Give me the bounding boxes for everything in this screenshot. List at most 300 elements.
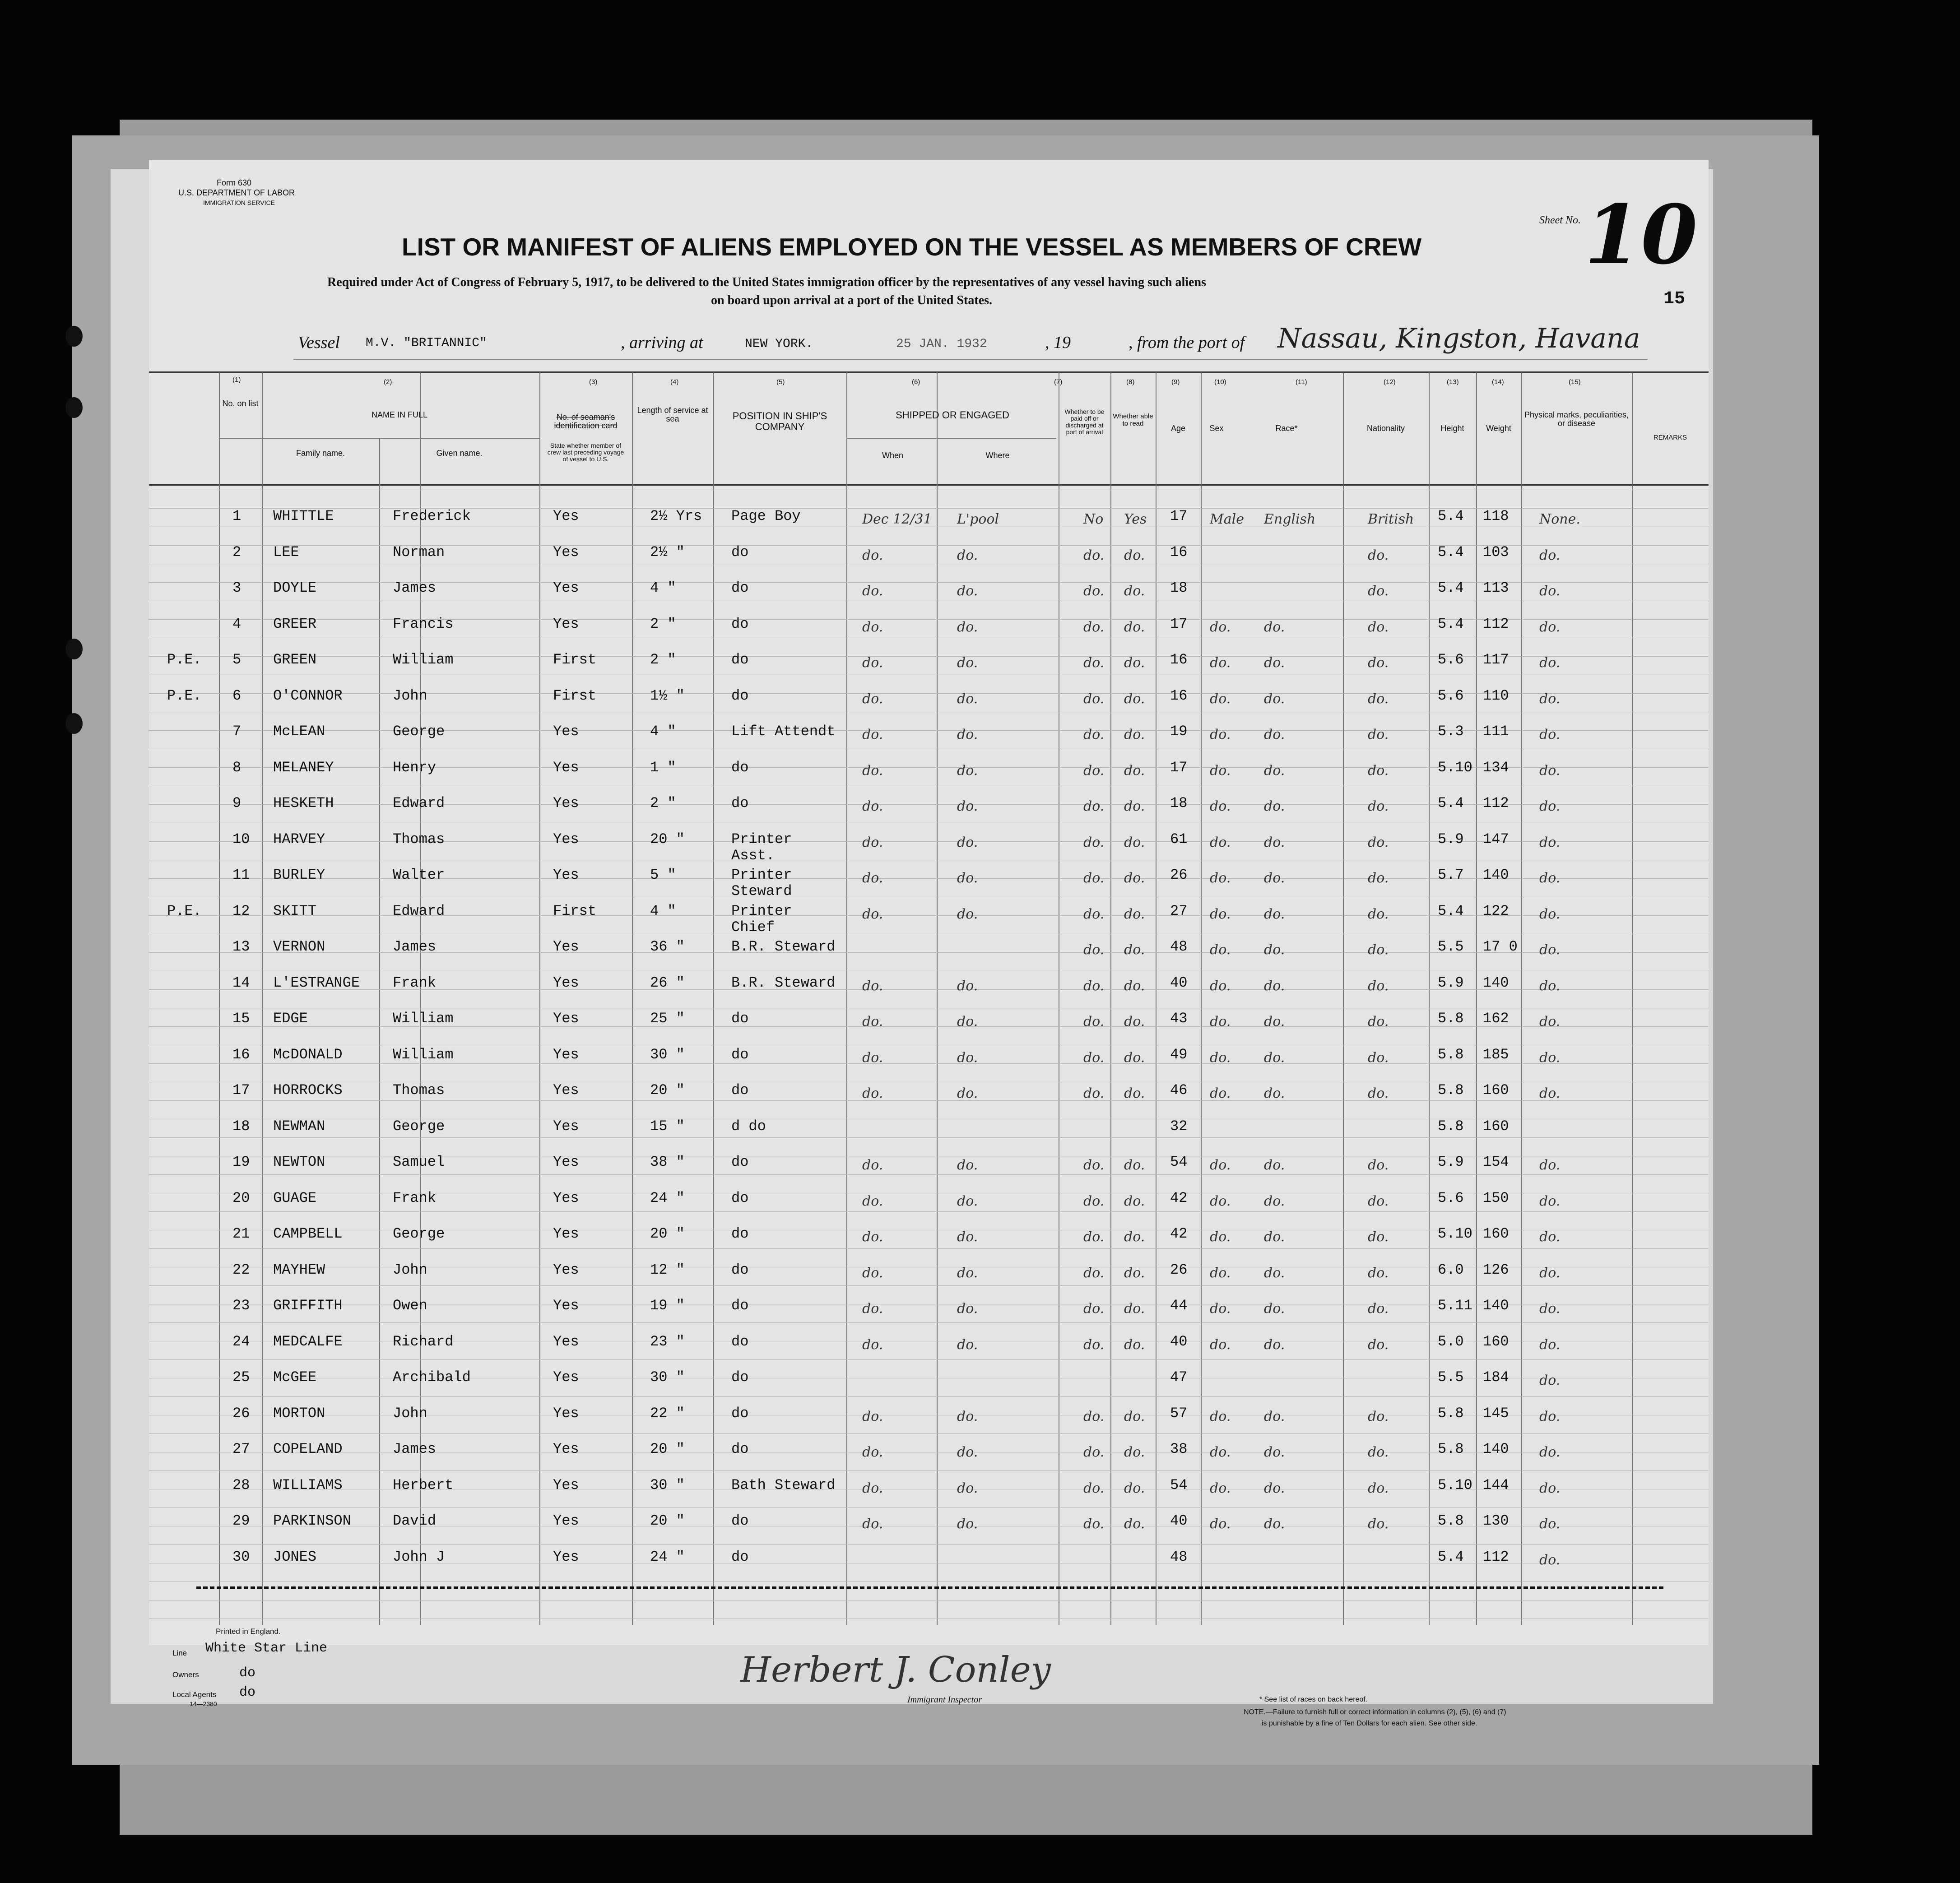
cell-read: do.	[1124, 1444, 1145, 1460]
cell-paid: do.	[1083, 547, 1105, 563]
cell-given: Richard	[393, 1333, 454, 1350]
department-name: U.S. DEPARTMENT OF LABOR	[178, 188, 295, 197]
cell-where: do.	[957, 1444, 978, 1460]
cell-prev: Yes	[553, 1512, 579, 1529]
cell-len: 2 "	[650, 651, 676, 668]
cell-sex: do.	[1210, 1301, 1231, 1317]
cell-phys: do.	[1539, 835, 1561, 850]
cell-phys: do.	[1539, 619, 1561, 635]
cell-paid: do.	[1083, 1301, 1105, 1317]
table-header-border	[149, 484, 1709, 486]
cell-ht: 5.4	[1438, 1549, 1464, 1565]
cell-nat: do.	[1368, 1193, 1389, 1209]
cell-family: GREEN	[273, 651, 317, 668]
header-race: Race*	[1275, 424, 1298, 433]
row-rule	[149, 952, 1709, 953]
row-rule	[149, 693, 1709, 694]
cell-wt: 112	[1483, 616, 1509, 632]
cell-pos: Printer	[731, 831, 792, 848]
cell-where: L'pool	[957, 511, 999, 527]
cell-given: Frederick	[393, 508, 471, 524]
header-length-service: Length of service at sea	[637, 406, 708, 423]
cell-family: McDONALD	[273, 1046, 343, 1063]
cell-len: 23 "	[650, 1333, 685, 1350]
cell-phys: do.	[1539, 583, 1561, 599]
cell-no: 22	[232, 1262, 250, 1278]
vessel-label: Vessel	[298, 333, 340, 352]
cell-read: do.	[1124, 1480, 1145, 1496]
column-divider	[632, 372, 633, 1625]
header-position: POSITION IN SHIP'S COMPANY	[732, 410, 827, 432]
cell-read: do.	[1124, 583, 1145, 599]
owners-value: do	[239, 1665, 256, 1681]
cell-prev: Yes	[553, 1297, 579, 1314]
name-split-line	[379, 438, 380, 1625]
cell-pos: do	[731, 1405, 749, 1422]
cell-read: do.	[1124, 1337, 1145, 1353]
cell-family: McGEE	[273, 1369, 317, 1386]
cell-prev: Yes	[553, 544, 579, 561]
cell-len: 30 "	[650, 1477, 685, 1493]
cell-sex: do.	[1210, 1014, 1231, 1030]
year-label: , 19	[1045, 333, 1071, 352]
cell-where: do.	[957, 978, 978, 994]
cell-sex: do.	[1210, 1265, 1231, 1281]
cell-pos: do	[731, 1441, 749, 1457]
cell-sex: do.	[1210, 798, 1231, 814]
cell-phys: do.	[1539, 1014, 1561, 1030]
cell-no: 10	[232, 831, 250, 848]
column-divider	[846, 372, 847, 1625]
cell-when: do.	[862, 727, 883, 742]
cell-ht: 5.9	[1438, 831, 1464, 848]
cell-len: 20 "	[650, 1225, 685, 1242]
row-rule	[149, 915, 1709, 916]
cell-len: 19 "	[650, 1297, 685, 1314]
cell-prev: Yes	[553, 1369, 579, 1386]
header-height: Height	[1440, 424, 1464, 433]
cell-nat: do.	[1368, 1050, 1389, 1066]
from-port-label: , from the port of	[1129, 333, 1245, 352]
cell-prev: Yes	[553, 580, 579, 596]
cell-age: 18	[1170, 795, 1188, 812]
cell-len: 25 "	[650, 1010, 685, 1027]
cell-ht: 5.3	[1438, 723, 1464, 740]
cell-nat: do.	[1368, 727, 1389, 742]
cell-len: 20 "	[650, 1441, 685, 1457]
cell-when: do.	[862, 1085, 883, 1101]
vessel-name: M.V. "BRITANNIC"	[366, 336, 487, 350]
races-note: * See list of races on back hereof.	[1259, 1696, 1368, 1703]
cell-pos: do	[731, 651, 749, 668]
arriving-port: NEW YORK.	[745, 337, 813, 351]
cell-prev: Yes	[553, 1262, 579, 1278]
row-rule	[149, 1359, 1709, 1360]
cell-age: 32	[1170, 1118, 1188, 1135]
cell-phys: do.	[1539, 942, 1561, 958]
cell-where: do.	[957, 1301, 978, 1317]
cell-nat: do.	[1368, 1014, 1389, 1030]
cell-given: Archibald	[393, 1369, 471, 1386]
cell-prev: First	[553, 687, 597, 704]
cell-wt: 130	[1483, 1512, 1509, 1529]
from-port: Nassau, Kingston, Havana	[1277, 323, 1640, 354]
cell-age: 16	[1170, 687, 1188, 704]
cell-age: 40	[1170, 1333, 1188, 1350]
cell-when: Dec 12/31	[862, 511, 932, 527]
cell-wt: 147	[1483, 831, 1509, 848]
cell-where: do.	[957, 835, 978, 850]
cell-given: William	[393, 1010, 454, 1027]
cell-age: 57	[1170, 1405, 1188, 1422]
cell-when: do.	[862, 1157, 883, 1173]
cell-age: 54	[1170, 1477, 1188, 1493]
inspector-title: Immigrant Inspector	[907, 1695, 982, 1705]
cell-where: do.	[957, 691, 978, 707]
column-number: (8)	[1126, 378, 1135, 386]
cell-race: do.	[1264, 1193, 1285, 1209]
cell-paid: do.	[1083, 1265, 1105, 1281]
cell-family: WILLIAMS	[273, 1477, 343, 1493]
cell-pos: do	[731, 1512, 749, 1529]
cell-wt: 112	[1483, 1549, 1509, 1565]
cell-age: 16	[1170, 651, 1188, 668]
cell-given: Herbert	[393, 1477, 454, 1493]
cell-family: HORROCKS	[273, 1082, 343, 1099]
cell-sex: do.	[1210, 1157, 1231, 1173]
cell-ht: 5.8	[1438, 1010, 1464, 1027]
cell-ht: 5.8	[1438, 1046, 1464, 1063]
cell-race: do.	[1264, 1265, 1285, 1281]
cell-wt: 110	[1483, 687, 1509, 704]
cell-paid: do.	[1083, 835, 1105, 850]
cell-given: Frank	[393, 974, 437, 991]
cell-no: 7	[232, 723, 242, 740]
cell-given: William	[393, 1046, 454, 1063]
cell-paid: do.	[1083, 1337, 1105, 1353]
arrival-date: 25 JAN. 1932	[896, 337, 987, 351]
cell-phys: do.	[1539, 691, 1561, 707]
row-rule	[149, 989, 1709, 990]
cell-wt: 140	[1483, 1297, 1509, 1314]
cell-pos: do	[731, 1225, 749, 1242]
cell-no: 28	[232, 1477, 250, 1493]
cell-paid: do.	[1083, 1157, 1105, 1173]
cell-wt: 160	[1483, 1225, 1509, 1242]
cell-family: MELANEY	[273, 759, 334, 776]
cell-sex: do.	[1210, 727, 1231, 742]
cell-read: do.	[1124, 1265, 1145, 1281]
header-physical: Physical marks, peculiarities, or disease	[1524, 410, 1629, 428]
header-family-name: Family name.	[296, 449, 345, 458]
cell-age: 19	[1170, 723, 1188, 740]
cell-when: do.	[862, 547, 883, 563]
cell-family: MORTON	[273, 1405, 325, 1422]
column-number: (6)	[912, 378, 920, 386]
cell-wt: 154	[1483, 1154, 1509, 1170]
header-shipped: SHIPPED OR ENGAGED	[896, 409, 1009, 421]
row-rule	[149, 1100, 1709, 1101]
cell-wt: 17 0	[1483, 938, 1518, 955]
cell-phys: do.	[1539, 1050, 1561, 1066]
cell-paid: do.	[1083, 1409, 1105, 1424]
cell-pos: do	[731, 1297, 749, 1314]
cell-prev: Yes	[553, 867, 579, 883]
cell-nat: do.	[1368, 1085, 1389, 1101]
cell-wt: 113	[1483, 580, 1509, 596]
column-number: (7)	[1054, 378, 1063, 386]
cell-nat: do.	[1368, 942, 1389, 958]
cell-when: do.	[862, 619, 883, 635]
cell-phys: do.	[1539, 906, 1561, 922]
cell-prev: First	[553, 651, 597, 668]
cell-given: Edward	[393, 903, 445, 919]
cell-nat: do.	[1368, 1516, 1389, 1532]
cell-family: NEWTON	[273, 1154, 325, 1170]
cell-when: do.	[862, 906, 883, 922]
column-divider	[219, 372, 220, 1625]
cell-nat: do.	[1368, 1157, 1389, 1173]
cell-read: do.	[1124, 1193, 1145, 1209]
cell-when: do.	[862, 1337, 883, 1353]
cell-prev: Yes	[553, 616, 579, 632]
cell-nat: do.	[1368, 547, 1389, 563]
cell-when: do.	[862, 1014, 883, 1030]
cell-ht: 5.8	[1438, 1441, 1464, 1457]
cell-paid: do.	[1083, 727, 1105, 742]
cell-read: Yes	[1124, 511, 1147, 527]
cell-len: 26 "	[650, 974, 685, 991]
cell-no: 19	[232, 1154, 250, 1170]
cell-no: 15	[232, 1010, 250, 1027]
cell-pos: Printer	[731, 867, 792, 883]
cell-ht: 5.6	[1438, 1190, 1464, 1206]
cell-read: do.	[1124, 1516, 1145, 1532]
cell-race: do.	[1264, 1157, 1285, 1173]
cell-when: do.	[862, 1444, 883, 1460]
cell-where: do.	[957, 1480, 978, 1496]
column-number: (5)	[776, 378, 785, 386]
cell-no: 29	[232, 1512, 250, 1529]
cell-read: do.	[1124, 1014, 1145, 1030]
row-rule	[149, 1174, 1709, 1175]
cell-given: David	[393, 1512, 437, 1529]
cell-given: James	[393, 580, 437, 596]
column-divider	[1476, 372, 1477, 1625]
cell-where: do.	[957, 1265, 978, 1281]
cell-pos: do	[731, 1333, 749, 1350]
cell-phys: do.	[1539, 1373, 1561, 1388]
cell-where: do.	[957, 906, 978, 922]
cell-pos: d do	[731, 1118, 766, 1135]
cell-where: do.	[957, 1193, 978, 1209]
arriving-label: , arriving at	[621, 333, 703, 352]
cell-pos: do	[731, 1190, 749, 1206]
column-number: (11)	[1296, 378, 1307, 386]
column-number: (4)	[670, 378, 679, 386]
cell-wt: 111	[1483, 723, 1509, 740]
cell-prev: Yes	[553, 938, 579, 955]
cell-ht: 5.4	[1438, 795, 1464, 812]
cell-phys: do.	[1539, 1516, 1561, 1532]
cell-paid: do.	[1083, 1480, 1105, 1496]
cell-phys: None.	[1539, 511, 1580, 527]
row-rule	[149, 619, 1709, 620]
cell-race: English	[1264, 511, 1316, 527]
owners-label: Owners	[172, 1670, 199, 1679]
cell-prev: Yes	[553, 1082, 579, 1099]
cell-given: George	[393, 1118, 445, 1135]
cell-wt: 134	[1483, 759, 1509, 776]
shipped-split-line	[937, 438, 938, 1625]
cell-prev: Yes	[553, 508, 579, 524]
header-remarks: REMARKS	[1653, 434, 1687, 441]
cell-wt: 117	[1483, 651, 1509, 668]
cell-nat: do.	[1368, 1301, 1389, 1317]
cell-no: 18	[232, 1118, 250, 1135]
cell-no: 11	[232, 867, 250, 883]
cell-read: do.	[1124, 691, 1145, 707]
row-rule	[149, 1507, 1709, 1508]
cell-age: 43	[1170, 1010, 1188, 1027]
cell-pos: do	[731, 1549, 749, 1565]
cell-read: do.	[1124, 1229, 1145, 1245]
row-rule	[149, 878, 1709, 879]
cell-no: 26	[232, 1405, 250, 1422]
cell-pos: Bath Steward	[731, 1477, 836, 1493]
cell-family: GRIFFITH	[273, 1297, 343, 1314]
cell-given: Norman	[393, 544, 445, 561]
cell-len: 4 "	[650, 580, 676, 596]
cell-where: do.	[957, 547, 978, 563]
cell-phys: do.	[1539, 727, 1561, 742]
cell-len: 2½ Yrs	[650, 508, 702, 524]
header-where: Where	[985, 451, 1010, 460]
cell-ht: 5.4	[1438, 508, 1464, 524]
cell-prev: Yes	[553, 1333, 579, 1350]
cell-pos: Page Boy	[731, 508, 801, 524]
column-divider	[1201, 372, 1202, 1625]
cell-phys: do.	[1539, 798, 1561, 814]
cell-where: do.	[957, 583, 978, 599]
cell-where: do.	[957, 1409, 978, 1424]
agents-value: do	[239, 1685, 256, 1700]
cell-read: do.	[1124, 1085, 1145, 1101]
cell-sex: do.	[1210, 1193, 1231, 1209]
cell-ht: 5.5	[1438, 938, 1464, 955]
cell-read: do.	[1124, 619, 1145, 635]
cell-paid: do.	[1083, 1050, 1105, 1066]
cell-race: do.	[1264, 978, 1285, 994]
cell-phys: do.	[1539, 1193, 1561, 1209]
cell-prev: Yes	[553, 1549, 579, 1565]
cell-read: do.	[1124, 727, 1145, 742]
cell-family: HESKETH	[273, 795, 334, 812]
cell-ht: 5.10	[1438, 759, 1472, 776]
cell-no: 27	[232, 1441, 250, 1457]
cell-where: do.	[957, 1516, 978, 1532]
cell-len: 30 "	[650, 1369, 685, 1386]
sheet-label: Sheet No.	[1539, 214, 1581, 226]
cell-len: 22 "	[650, 1405, 685, 1422]
cell-ht: 5.6	[1438, 651, 1464, 668]
shipped-subheader-line	[846, 438, 1056, 439]
cell-phys: do.	[1539, 1409, 1561, 1424]
cell-ht: 5.8	[1438, 1405, 1464, 1422]
cell-race: do.	[1264, 1409, 1285, 1424]
row-rule	[149, 730, 1709, 731]
cell-len: 24 "	[650, 1190, 685, 1206]
cell-nat: do.	[1368, 906, 1389, 922]
cell-no: 17	[232, 1082, 250, 1099]
cell-prev: Yes	[553, 974, 579, 991]
cell-read: do.	[1124, 1301, 1145, 1317]
cell-when: do.	[862, 1301, 883, 1317]
cell-race: do.	[1264, 1444, 1285, 1460]
cell-read: do.	[1124, 1050, 1145, 1066]
cell-age: 48	[1170, 938, 1188, 955]
cell-phys: do.	[1539, 1265, 1561, 1281]
cell-no: 13	[232, 938, 250, 955]
cell-family: WHITTLE	[273, 508, 334, 524]
cell-no: 5	[232, 651, 242, 668]
cell-given: Francis	[393, 616, 454, 632]
manifest-subtitle-1: Required under Act of Congress of February 5, 1917, to be delivered to the United States immigration officer by the representatives of any vessel having such aliens	[327, 275, 1206, 289]
column-number: (1)	[232, 376, 241, 384]
header-able-read: Whether able to read	[1113, 413, 1153, 427]
cell-wt: 140	[1483, 867, 1509, 883]
cell-pos: Lift Attendt	[731, 723, 836, 740]
column-divider	[1110, 372, 1111, 1625]
cell-phys: do.	[1539, 1301, 1561, 1317]
cell-when: do.	[862, 1480, 883, 1496]
binder-hole	[65, 713, 83, 734]
cell-no: 3	[232, 580, 242, 596]
row-rule	[149, 508, 1709, 509]
cell-len: 12 "	[650, 1262, 685, 1278]
cell-pos: do	[731, 580, 749, 596]
cell-pos2: Asst.	[731, 847, 775, 864]
cell-ht: 6.0	[1438, 1262, 1464, 1278]
cell-ht: 5.8	[1438, 1512, 1464, 1529]
cell-nat: do.	[1368, 619, 1389, 635]
cell-race: do.	[1264, 1085, 1285, 1101]
cell-len: 2 "	[650, 616, 676, 632]
cell-when: do.	[862, 870, 883, 886]
row-rule	[149, 1026, 1709, 1027]
cell-where: do.	[957, 798, 978, 814]
cell-paid: do.	[1083, 619, 1105, 635]
cell-age: 26	[1170, 1262, 1188, 1278]
cell-phys: do.	[1539, 655, 1561, 671]
cell-age: 17	[1170, 759, 1188, 776]
cell-race: do.	[1264, 1301, 1285, 1317]
cell-family: GUAGE	[273, 1190, 317, 1206]
cell-family: O'CONNOR	[273, 687, 343, 704]
cell-age: 44	[1170, 1297, 1188, 1314]
cell-no: 9	[232, 795, 242, 812]
cell-phys: do.	[1539, 1337, 1561, 1353]
cell-no: 30	[232, 1549, 250, 1565]
cell-wt: 144	[1483, 1477, 1509, 1493]
cell-given: John	[393, 687, 427, 704]
cell-ht: 5.10	[1438, 1225, 1472, 1242]
cell-family: NEWMAN	[273, 1118, 325, 1135]
cell-given: Owen	[393, 1297, 427, 1314]
cell-no: 12	[232, 903, 250, 919]
header-name-in-full: NAME IN FULL	[371, 410, 428, 419]
cell-age: 16	[1170, 544, 1188, 561]
